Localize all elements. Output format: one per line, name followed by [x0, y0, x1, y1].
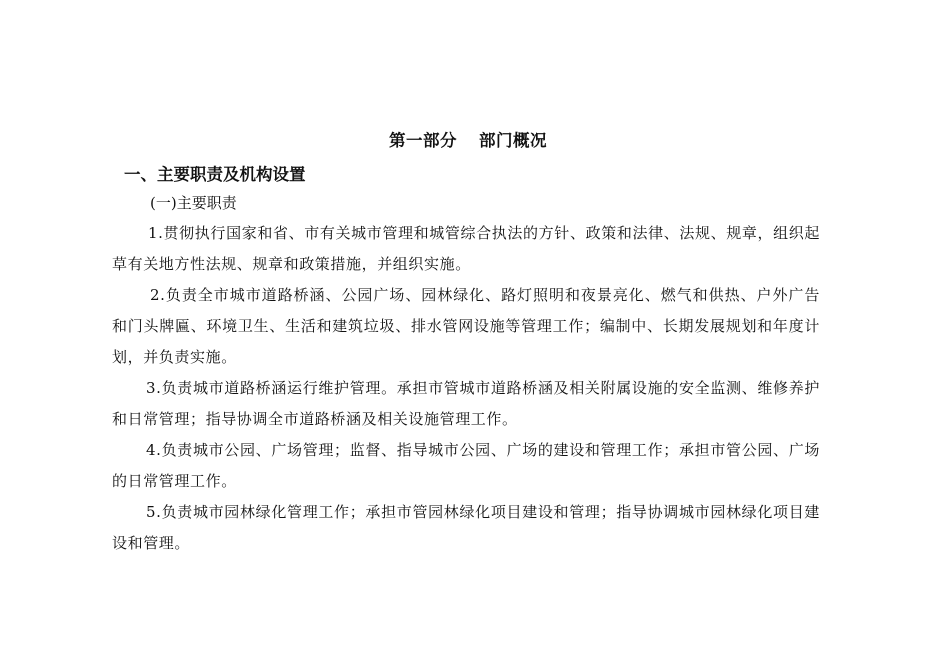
page-title	[0, 127, 936, 151]
paragraph-1: 1.贯彻执行国家和省、市有关城市管理和城管综合执法的方针、政策和法律、法规、规章，组织起草有关地方性法规、规章和政策措施，并组织实施。	[112, 224, 820, 273]
paragraph-5: 5.负责城市园林绿化管理工作；承担市管园林绿化项目建设和管理；指导协调城市园林绿化项目建设和管理。	[112, 503, 820, 552]
subsection-heading: (一)主要职责	[150, 194, 237, 212]
title-part: 第一部分	[389, 131, 457, 150]
paragraph-4: 4.负责城市公园、广场管理；监督、指导城市公园、广场的建设和管理工作；承担市管公园、广场的日常管理工作。	[112, 441, 820, 490]
paragraph-2: 2.负责全市城市道路桥涵、公园广场、园林绿化、路灯照明和夜景亮化、燃气和供热、户外广告和门头牌匾、环境卫生、生活和建筑垃圾、排水管网设施等管理工作；编制中、长期发展规划和年度计划，并负责实施。	[112, 286, 820, 366]
section-heading: 一、主要职责及机构设置	[124, 165, 306, 184]
title-name: 部门概况	[479, 131, 547, 150]
paragraph-3: 3.负责城市道路桥涵运行维护管理。承担市管城市道路桥涵及相关附属设施的安全监测、维修养护和日常管理；指导协调全市道路桥涵及相关设施管理工作。	[112, 379, 820, 428]
